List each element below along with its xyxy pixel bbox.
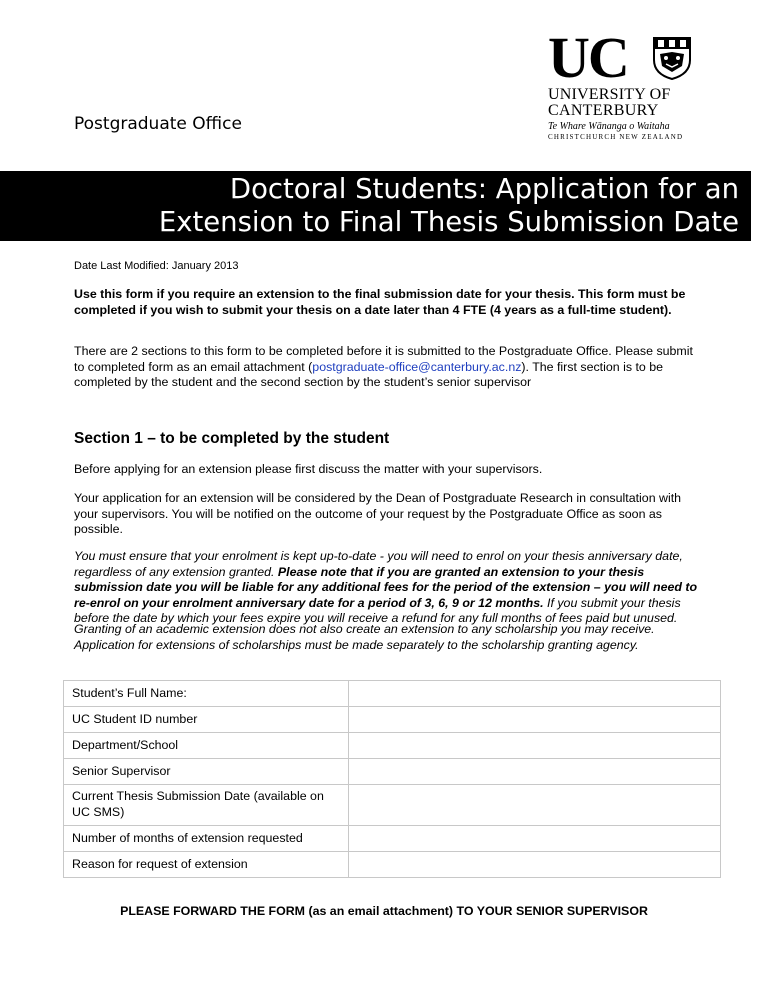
- logo-line-university-of: UNIVERSITY OF: [548, 86, 671, 103]
- title-banner: [0, 171, 751, 241]
- intro-text-1: There are 2 sections to this form to be completed before it is submitted to the Postgraduate Office. Please submit to completed form as an email attachment (: [74, 344, 693, 374]
- row-label-submission-date: Current Thesis Submission Date (available on UC SMS): [64, 785, 349, 826]
- table-row: [64, 759, 721, 785]
- office-email-link[interactable]: postgraduate-office@canterbury.ac.nz: [312, 359, 522, 374]
- department-field[interactable]: [349, 733, 721, 759]
- logo-line-location: CHRISTCHURCH NEW ZEALAND: [548, 133, 684, 141]
- reason-field[interactable]: [349, 852, 721, 878]
- logo-line-maori-name: Te Whare Wānanga o Waitaha: [548, 121, 670, 132]
- row-label-months-requested: Number of months of extension requested: [64, 826, 349, 852]
- table-row: [64, 826, 721, 852]
- supervisor-field[interactable]: [349, 759, 721, 785]
- logo-line-canterbury: CANTERBURY: [548, 102, 659, 119]
- row-label-supervisor: Senior Supervisor: [64, 759, 349, 785]
- office-name: Postgraduate Office: [74, 114, 242, 134]
- title-line-2: Extension to Final Thesis Submission Date: [158, 206, 739, 238]
- section-1-paragraph-1: Before applying for an extension please first discuss the matter with your supervisors.: [74, 462, 543, 476]
- forward-instruction: PLEASE FORWARD THE FORM (as an email attachment) TO YOUR SENIOR SUPERVISOR: [120, 904, 648, 918]
- title-line-1: Doctoral Students: Application for an: [229, 173, 739, 205]
- table-row: [64, 733, 721, 759]
- months-requested-field[interactable]: [349, 826, 721, 852]
- section-1-paragraph-3: [74, 549, 704, 627]
- table-row: [64, 681, 721, 707]
- row-label-full-name: Student’s Full Name:: [64, 681, 349, 707]
- student-id-field[interactable]: [349, 707, 721, 733]
- enrolment-note: You must ensure that your enrolment is kept up-to-date - you will need to enrol on your thesis anniversary date, regardless of any extension granted.: [74, 549, 683, 579]
- university-crest-icon: [652, 36, 692, 80]
- table-row: [64, 785, 721, 826]
- submission-date-field[interactable]: [349, 785, 721, 826]
- row-label-student-id: UC Student ID number: [64, 707, 349, 733]
- section-1-paragraph-2: Your application for an extension will be considered by the Dean of Postgraduate Research in consultation with your supervisors. You will be notified on the outcome of your request by the Postgraduate Office as soon as possible.: [74, 491, 682, 537]
- intro-paragraph: [74, 344, 704, 391]
- section-1-heading: Section 1 – to be completed by the student: [74, 430, 390, 447]
- fees-warning: Please note that if you are granted an extension to your thesis submission date you will be liable for any additional fees for the period of the extension – you will need to re-enrol on your enrolment anniversary date for a period of 3, 6, 9 or 12 months.: [74, 564, 698, 610]
- logo-mark: UC: [548, 25, 628, 90]
- refund-note: If you submit your thesis before the date by which your fees expire you will receive a refund for any full months of fees paid but unused.: [74, 595, 681, 626]
- date-modified: Date Last Modified: January 2013: [74, 260, 239, 272]
- university-logo: [548, 25, 693, 141]
- section-1-paragraph-4: Granting of an academic extension does not also create an extension to any scholarship you may receive. Application for extensions of scholarships must be made separately to the scholarship granting agency.: [74, 622, 655, 652]
- row-label-reason: Reason for request of extension: [64, 852, 349, 878]
- student-details-table: [63, 680, 721, 878]
- full-name-field[interactable]: [349, 681, 721, 707]
- row-label-department: Department/School: [64, 733, 349, 759]
- table-row: [64, 707, 721, 733]
- intro-text-2: ). The first section is to be completed by the student and the second section by the student’s senior supervisor: [74, 359, 664, 390]
- table-row: [64, 852, 721, 878]
- intro-bold-paragraph: Use this form if you require an extension to the final submission date for your thesis. This form must be completed if you wish to submit your thesis on a date later than 4 FTE (4 years as a full-time student).: [74, 287, 686, 317]
